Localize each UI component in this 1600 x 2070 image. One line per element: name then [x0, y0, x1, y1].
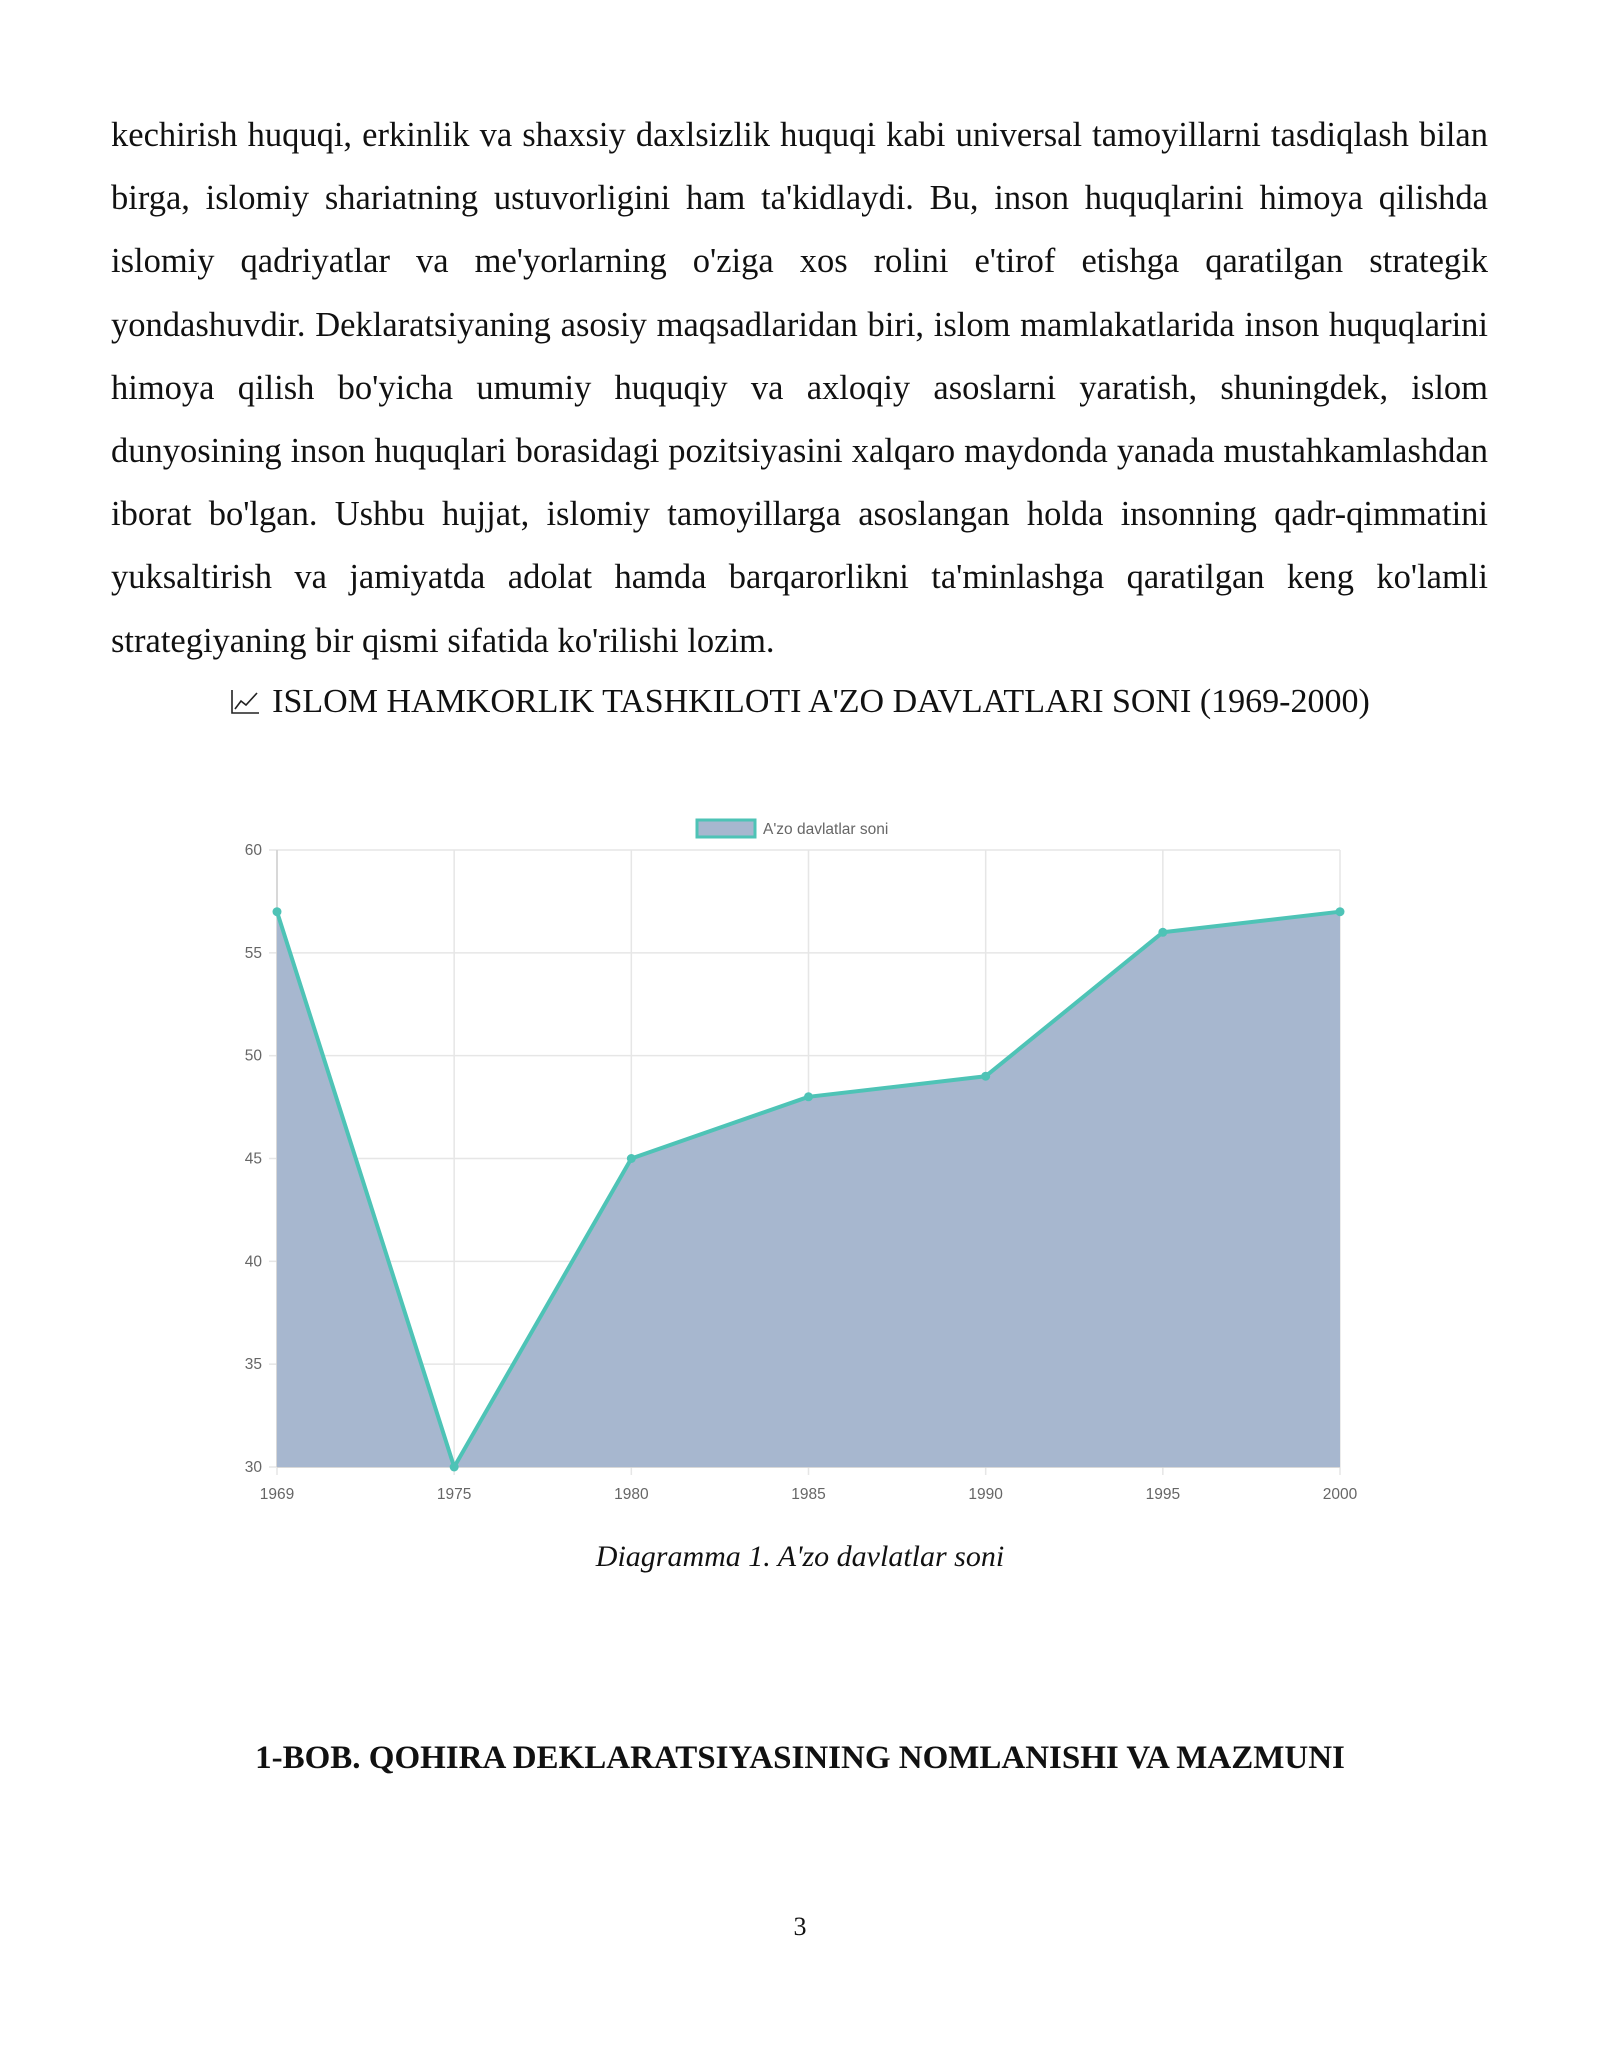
- y-tick-label: 35: [244, 1356, 262, 1374]
- y-tick-label: 50: [244, 1047, 262, 1065]
- data-point: [981, 1072, 990, 1081]
- x-tick-label: 1990: [968, 1486, 1003, 1503]
- legend-swatch: [697, 820, 755, 837]
- x-tick-label: 1969: [259, 1486, 295, 1503]
- chart-heading-text: ISLOM HAMKORLIK TASHKILOTI A'ZO DAVLATLARI SONI (1969-2000): [272, 683, 1370, 720]
- body-paragraph: kechirish huquqi, erkinlik va shaxsiy daxlsizlik huquqi kabi universal tamoyillarni tasdiqlash bilan birga, islomiy shariatning ustuvorligini ham ta'kidlaydi. Bu, inson huquqlarini himoya qilishda islomiy qadriyatlar va me'yorlarning o'ziga xos rolini e'tirof etishga qaratilgan strategik yondashuvdir. Deklaratsiyaning asosiy maqsadlaridan biri, islom mamlakatlarida inson huquqlarini himoya qilish bo'yicha umumiy huquqiy va axloqiy asoslarni yaratish, shuningdek, islom dunyosining inson huquqlari borasidagi pozitsiyasini xalqaro maydonda yanada mustahkamlashdan iborat bo'lgan. Ushbu hujjat, islomiy tamoyillarga asoslangan holda insonning qadr-qimmatini yuksaltirish va jamiyatda adolat hamda barqarorlikni ta'minlashga qaratilgan keng ko'lamli strategiyaning bir qismi sifatida ko'rilishi lozim.: [111, 116, 1488, 660]
- chart-caption: Diagramma 1. A'zo davlatlar soni: [595, 1540, 1005, 1573]
- chart-increasing-icon: [230, 689, 260, 715]
- data-point: [1158, 928, 1167, 937]
- data-point: [1336, 907, 1345, 916]
- section-heading: 1-BOB. QOHIRA DEKLARATSIYASINING NOMLANISHI VA MAZMUNI: [255, 1740, 1345, 1776]
- data-point: [273, 907, 282, 916]
- data-point: [450, 1463, 459, 1472]
- chart-heading: [0, 674, 1600, 730]
- legend-label: A'zo davlatlar soni: [763, 821, 889, 838]
- x-tick-label: 1995: [1145, 1486, 1181, 1503]
- data-point: [804, 1092, 813, 1101]
- x-tick-label: 1980: [614, 1486, 649, 1503]
- page-number: 3: [793, 1912, 807, 1941]
- series-line: [277, 912, 1340, 1467]
- x-tick-label: 1975: [436, 1486, 472, 1503]
- y-tick-label: 40: [244, 1253, 262, 1271]
- y-tick-label: 30: [244, 1459, 262, 1476]
- x-tick-label: 2000: [1322, 1486, 1358, 1503]
- y-tick-label: 55: [244, 944, 262, 962]
- y-tick-label: 60: [244, 842, 262, 859]
- x-tick-label: 1985: [791, 1486, 826, 1503]
- series-area: [277, 912, 1340, 1467]
- y-tick-label: 45: [244, 1150, 262, 1168]
- data-point: [627, 1154, 636, 1163]
